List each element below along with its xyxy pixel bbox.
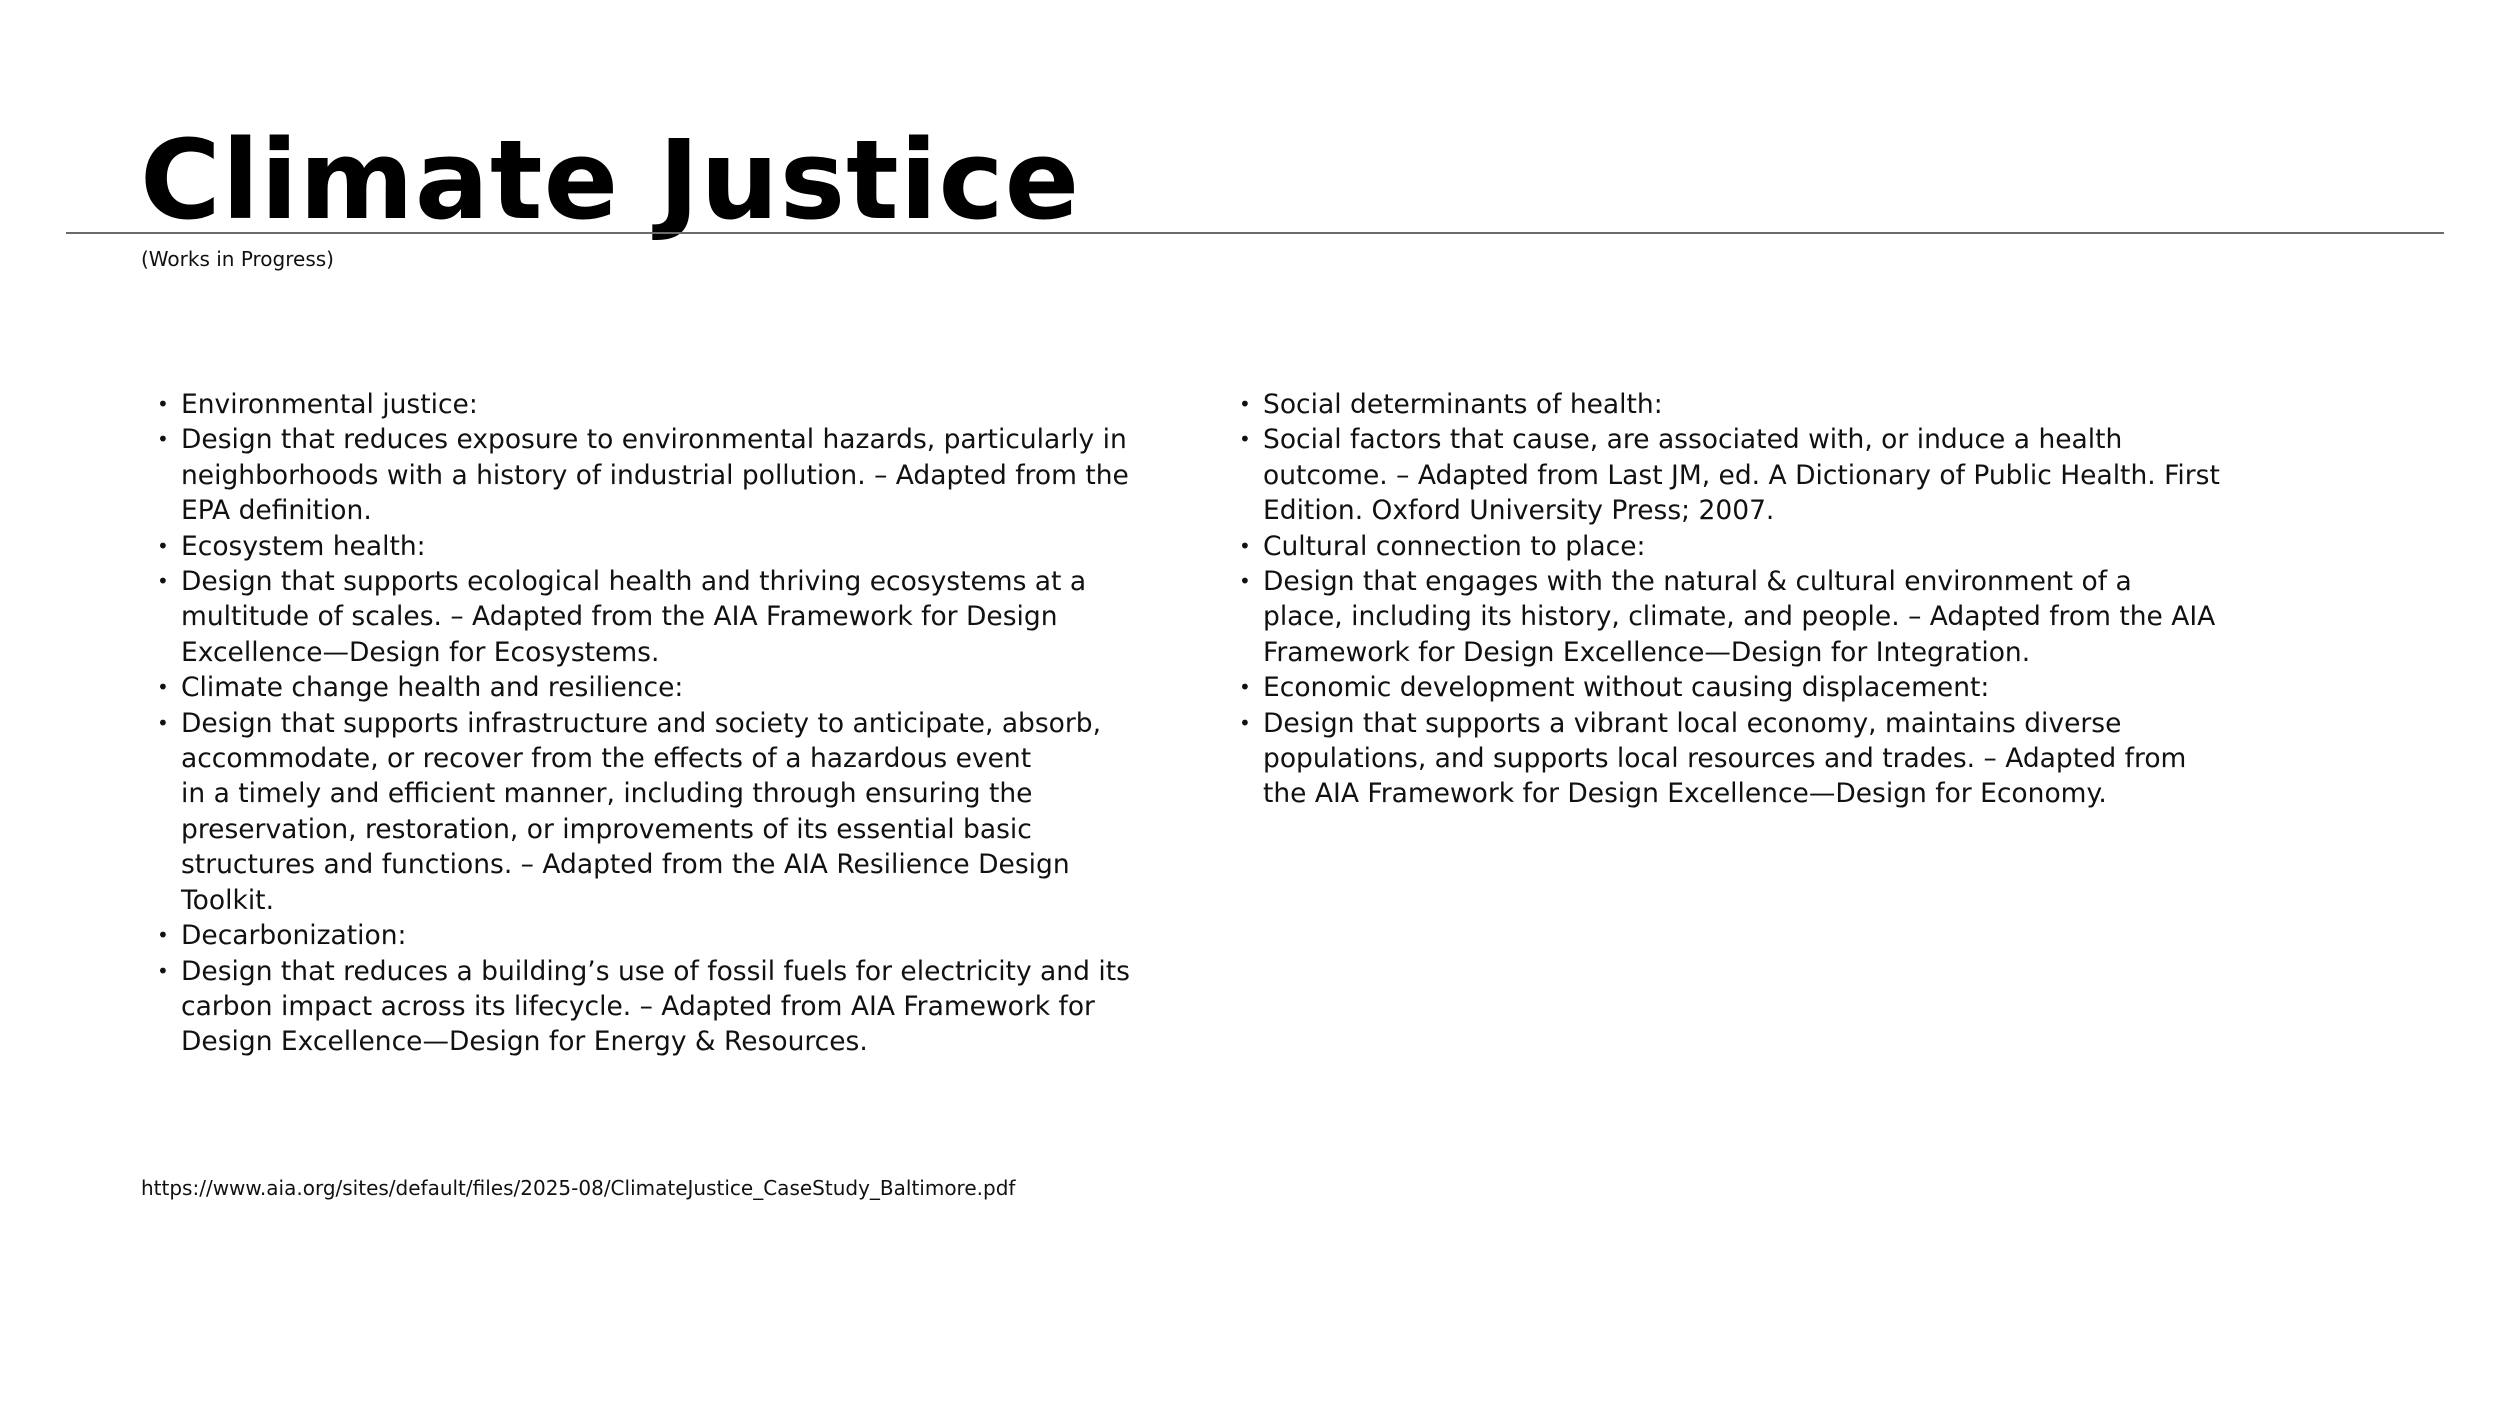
bullet-dot-icon: • [157, 427, 169, 452]
bullet-item [150, 954, 1150, 1060]
bullet-item [150, 918, 1150, 953]
bullet-dot-icon: • [1239, 427, 1251, 452]
bullet-text-line: preservation, restoration, or improvements of its essential basic [181, 813, 1032, 845]
bullet-text-line: Excellence—Design for Ecosystems. [181, 636, 660, 668]
bullet-item [1232, 564, 2232, 670]
left-bullet-list [150, 387, 1150, 1060]
bullet-text-line: multitude of scales. – Adapted from the AIA Framework for Design [181, 601, 1058, 633]
bullet-text-line: Edition. Oxford University Press; 2007. [1263, 495, 1775, 527]
bullet-item [150, 670, 1150, 705]
source-url: https://www.aia.org/sites/default/files/2025-08/ClimateJustice_CaseStudy_Baltimore.pdf [141, 1176, 1016, 1200]
bullet-dot-icon: • [1239, 675, 1251, 700]
bullet-text-line: populations, and supports local resources and trades. – Adapted from [1263, 743, 2187, 775]
bullet-dot-icon: • [1239, 710, 1251, 735]
bullet-text-line: Decarbonization: [181, 920, 407, 952]
bullet-item [150, 564, 1150, 670]
bullet-text-line: accommodate, or recover from the effects of a hazardous event [181, 743, 1032, 775]
bullet-text-line: Design Excellence—Design for Energy & Resources. [181, 1026, 868, 1058]
bullet-dot-icon: • [1239, 569, 1251, 594]
bullet-item [1232, 529, 2232, 564]
bullet-text-line: the AIA Framework for Design Excellence—Design for Economy. [1263, 778, 2107, 810]
page-subtitle: (Works in Progress) [141, 247, 334, 271]
bullet-item [150, 387, 1150, 422]
bullet-item [150, 706, 1150, 918]
bullet-text-line: Design that supports a vibrant local economy, maintains diverse [1263, 707, 2122, 739]
bullet-text-line: Framework for Design Excellence—Design for Integration. [1263, 636, 2031, 668]
page-title: Climate Justice [140, 116, 1081, 244]
bullet-item [150, 422, 1150, 528]
bullet-item [1232, 670, 2232, 705]
bullet-text-line: Climate change health and resilience: [181, 672, 684, 704]
bullet-item [150, 529, 1150, 564]
bullet-text-line: Design that supports infrastructure and society to anticipate, absorb, [181, 707, 1102, 739]
bullet-dot-icon: • [157, 710, 169, 735]
bullet-item [1232, 706, 2232, 812]
bullet-text-line: Social determinants of health: [1263, 389, 1663, 420]
bullet-text-line: Economic development without causing displacement: [1263, 672, 1990, 704]
bullet-dot-icon: • [1239, 392, 1251, 416]
bullet-text-line: in a timely and efficient manner, including through ensuring the [181, 778, 1033, 810]
bullet-text-line: Toolkit. [181, 884, 274, 916]
bullet-dot-icon: • [157, 569, 169, 594]
bullet-text-line: Design that engages with the natural & cultural environment of a [1263, 566, 2132, 598]
bullet-text-line: Design that supports ecological health and thriving ecosystems at a [181, 566, 1087, 598]
bullet-text-line: Design that reduces a building’s use of fossil fuels for electricity and its [181, 955, 1130, 987]
bullet-text-line: Environmental justice: [181, 389, 478, 420]
right-bullet-list [1232, 387, 2232, 812]
bullet-dot-icon: • [157, 533, 169, 558]
bullet-text-line: outcome. – Adapted from Last JM, ed. A Dictionary of Public Health. First [1263, 459, 2220, 491]
bullet-text-line: Cultural connection to place: [1263, 530, 1646, 562]
bullet-dot-icon: • [157, 675, 169, 700]
bullet-item [1232, 387, 2232, 422]
title-divider [66, 232, 2444, 234]
bullet-dot-icon: • [157, 392, 169, 416]
bullet-text-line: place, including its history, climate, and people. – Adapted from the AIA [1263, 601, 2216, 633]
bullet-text-line: Design that reduces exposure to environmental hazards, particularly in [181, 424, 1127, 456]
bullet-dot-icon: • [157, 923, 169, 948]
bullet-item [1232, 422, 2232, 528]
bullet-text-line: Social factors that cause, are associated with, or induce a health [1263, 424, 2123, 456]
bullet-text-line: structures and functions. – Adapted from the AIA Resilience Design [181, 849, 1070, 881]
bullet-dot-icon: • [1239, 533, 1251, 558]
bullet-text-line: neighborhoods with a history of industrial pollution. – Adapted from the [181, 459, 1129, 491]
bullet-text-line: EPA definition. [181, 495, 372, 527]
bullet-text-line: carbon impact across its lifecycle. – Adapted from AIA Framework for [181, 990, 1095, 1022]
bullet-dot-icon: • [157, 958, 169, 983]
bullet-text-line: Ecosystem health: [181, 530, 426, 562]
